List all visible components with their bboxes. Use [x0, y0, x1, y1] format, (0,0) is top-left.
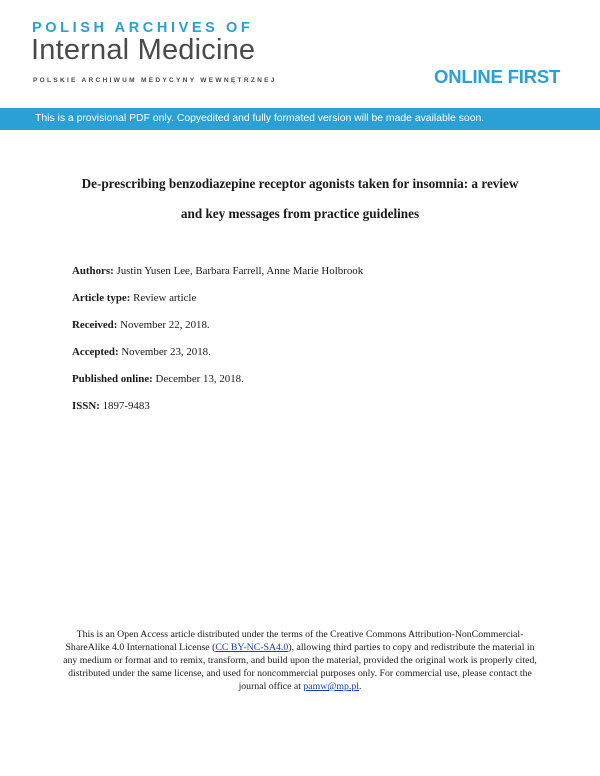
online-first-label: ONLINE FIRST — [434, 66, 561, 87]
license-text-middle: ), allowing third parties to copy and redistribute the material in any medium or format and to remix, transform, and build upon the material, provided the original work is properly cited, distributed under the same license, and used for noncommercial purposes only. For commercial use, please contact the journal office at — [63, 642, 537, 692]
article-title-line-1: De-prescribing benzodiazepine receptor agonists taken for insomnia: a review — [81, 176, 519, 191]
provisional-banner — [0, 108, 600, 130]
journal-top-title: POLISH ARCHIVES OF — [32, 20, 254, 36]
meta-value: Review article — [133, 292, 197, 304]
meta-issn — [72, 400, 150, 412]
meta-label: Article type: — [72, 292, 131, 304]
banner-text: This is a provisional PDF only. Copyedited and fully formated version will be made available soon. — [35, 113, 485, 124]
meta-value: November 23, 2018. — [121, 346, 211, 358]
journal-subtitle: POLSKIE ARCHIWUM MEDYCYNY WEWNĘTRZNEJ — [33, 77, 277, 84]
meta-label: Published online: — [72, 373, 153, 385]
license-link[interactable]: CC BY-NC-SA4.0 — [215, 642, 289, 653]
article-title-line-2: and key messages from practice guidelines — [180, 206, 420, 221]
meta-label: ISSN: — [72, 400, 100, 412]
meta-received — [72, 319, 210, 331]
meta-value: 1897-9483 — [102, 400, 150, 412]
license-text-after: . — [358, 681, 362, 692]
meta-label: Authors: — [72, 265, 114, 277]
meta-article-type — [72, 292, 196, 304]
journal-email-link[interactable]: pamw@mp.pl — [303, 681, 359, 692]
meta-authors — [72, 265, 363, 277]
meta-value: December 13, 2018. — [155, 373, 244, 385]
journal-main-title: Internal Medicine — [31, 34, 256, 66]
meta-label: Accepted: — [72, 346, 119, 358]
meta-value: November 22, 2018. — [120, 319, 210, 331]
meta-label: Received: — [72, 319, 118, 331]
meta-published-online — [72, 373, 244, 385]
license-statement — [60, 628, 540, 693]
meta-accepted — [72, 346, 211, 358]
meta-value: Justin Yusen Lee, Barbara Farrell, Anne Marie Holbrook — [116, 265, 364, 277]
license-text-before: This is an Open Access article distributed under the terms of the Creative Commons Attribution-NonCommercial-ShareAlike 4.0 International License ( — [65, 629, 524, 653]
